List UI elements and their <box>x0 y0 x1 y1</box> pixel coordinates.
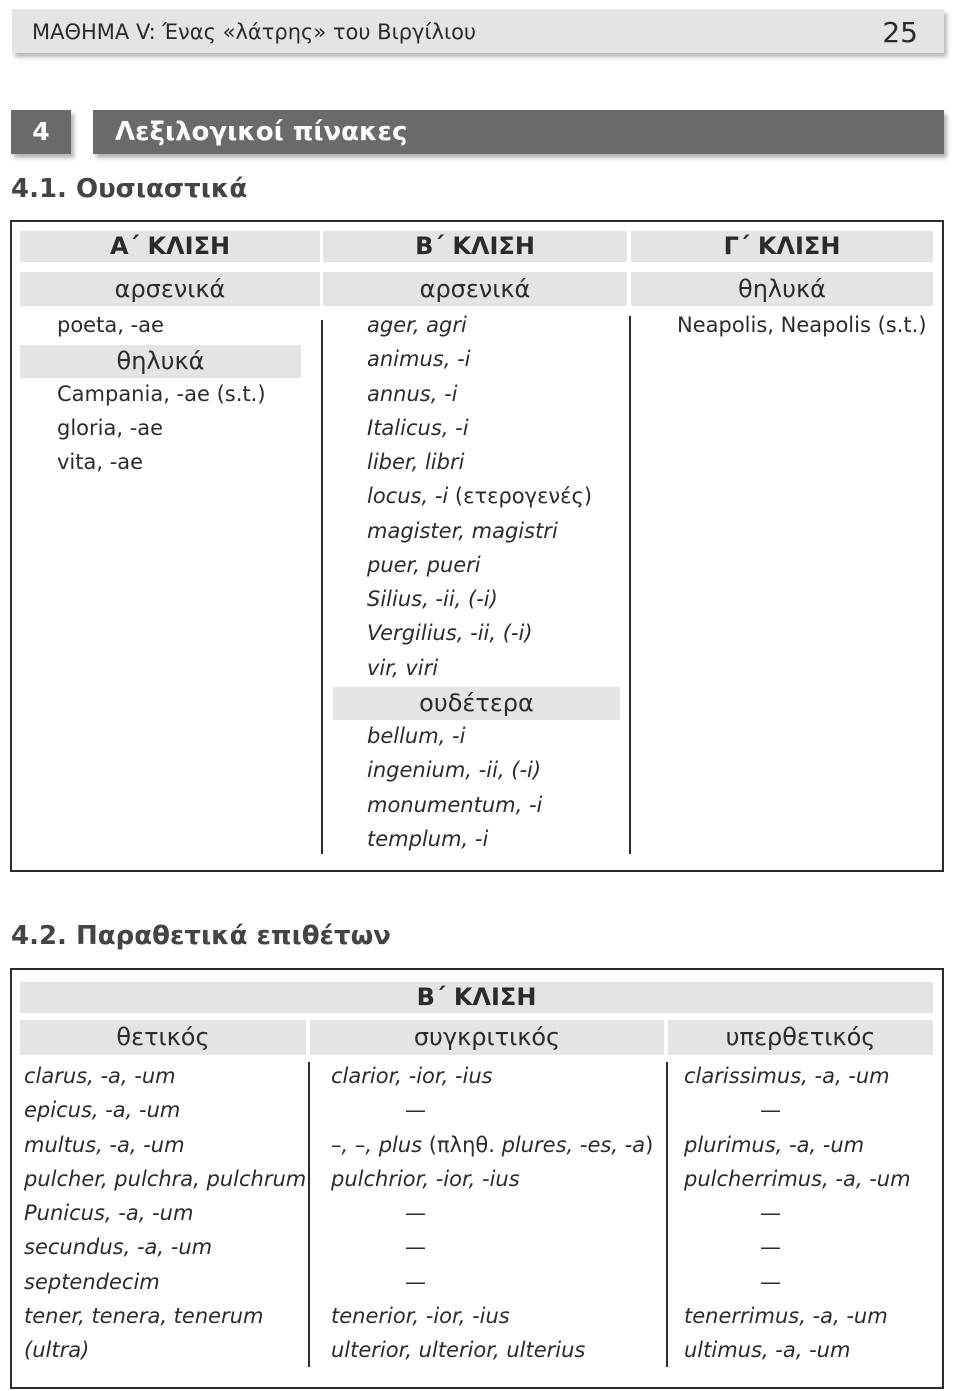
section-number: 4 <box>11 110 71 154</box>
positive-cell: secundus, -a, -um <box>24 1235 213 1259</box>
noun-item: liber, libri <box>367 450 465 474</box>
noun-item: puer, pueri <box>367 553 481 577</box>
chapter-title: ΜΑΘΗΜΑ V: Ένας «λάτρης» του Βιργίλιου <box>32 20 477 44</box>
running-header <box>12 9 944 53</box>
col1-gender-masculine: αρσενικά <box>20 272 320 306</box>
col3-title: Γ΄ ΚΛΙΣΗ <box>631 231 933 262</box>
superlative-cell: — <box>760 1201 781 1225</box>
positive-cell: tener, tenera, tenerum <box>24 1304 264 1328</box>
noun-item: gloria, -ae <box>57 416 164 440</box>
comparative-cell: — <box>405 1235 426 1259</box>
col2-title: Β΄ ΚΛΙΣΗ <box>323 231 627 262</box>
comparative-cell: tenerior, -ior, -ius <box>331 1304 510 1328</box>
comparative-cell: ulterior, ulterior, ulterius <box>331 1338 586 1362</box>
noun-item: poeta, -ae <box>57 313 164 337</box>
positive-cell: clarus, -a, -um <box>24 1064 176 1088</box>
col1-gender-feminine: θηλυκά <box>20 345 301 378</box>
noun-item: Neapolis, Neapolis (s.t.) <box>677 313 927 337</box>
header-comparative: συγκριτικός <box>310 1020 664 1055</box>
noun-item: monumentum, -i <box>367 793 543 817</box>
positive-cell: pulcher, pulchra, pulchrum <box>24 1167 307 1191</box>
superlative-cell: ultimus, -a, -um <box>684 1338 851 1362</box>
superlative-cell: — <box>760 1098 781 1122</box>
noun-item: Silius, -ii, (-i) <box>367 587 498 611</box>
noun-item: ingenium, -ii, (-i) <box>367 758 542 782</box>
adjectives-divider-2 <box>666 1062 668 1367</box>
adjectives-divider-1 <box>308 1062 310 1367</box>
positive-cell: Punicus, -a, -um <box>24 1201 194 1225</box>
col1-title: Α΄ ΚΛΙΣΗ <box>20 231 320 262</box>
positive-cell: (ultra) <box>24 1338 90 1362</box>
comparative-cell: — <box>405 1201 426 1225</box>
noun-item: ager, agri <box>367 313 467 337</box>
superlative-cell: tenerrimus, -a, -um <box>684 1304 888 1328</box>
nouns-divider-1 <box>321 320 323 854</box>
comparative-cell: clarior, -ior, -ius <box>331 1064 493 1088</box>
header-positive: θετικός <box>20 1020 306 1055</box>
noun-item: annus, -i <box>367 382 458 406</box>
col2-gender-masculine: αρσενικά <box>323 272 627 306</box>
adjectives-heading: 4.2. Παραθετικά επιθέτων <box>11 921 391 951</box>
col3-gender-feminine: θηλυκά <box>631 272 933 306</box>
comparative-cell: –, –, plus (πληθ. plures, -es, -a) <box>331 1133 654 1157</box>
comparative-cell: — <box>405 1098 426 1122</box>
comparative-cell: pulchrior, -ior, -ius <box>331 1167 520 1191</box>
adjectives-table-title: Β΄ ΚΛΙΣΗ <box>20 982 933 1013</box>
superlative-cell: — <box>760 1235 781 1259</box>
noun-item: templum, -i <box>367 827 489 851</box>
superlative-cell: plurimus, -a, -um <box>684 1133 865 1157</box>
col2-gender-neuter: ουδέτερα <box>333 687 620 720</box>
noun-item: locus, -i (ετερογενές) <box>367 484 593 508</box>
noun-item: bellum, -i <box>367 724 466 748</box>
nouns-heading: 4.1. Ουσιαστικά <box>11 174 248 204</box>
page-number: 25 <box>882 16 918 49</box>
noun-item: animus, -i <box>367 347 471 371</box>
noun-item: vir, viri <box>367 656 439 680</box>
positive-cell: multus, -a, -um <box>24 1133 185 1157</box>
noun-item: vita, -ae <box>57 450 144 474</box>
superlative-cell: clarissimus, -a, -um <box>684 1064 890 1088</box>
positive-cell: epicus, -a, -um <box>24 1098 181 1122</box>
noun-item: Italicus, -i <box>367 416 469 440</box>
noun-item: Vergilius, -ii, (-i) <box>367 621 533 645</box>
header-superlative: υπερθετικός <box>668 1020 933 1055</box>
noun-item: magister, magistri <box>367 519 558 543</box>
noun-item: Campania, -ae (s.t.) <box>57 382 266 406</box>
nouns-divider-2 <box>629 316 631 854</box>
superlative-cell: pulcherrimus, -a, -um <box>684 1167 911 1191</box>
superlative-cell: — <box>760 1270 781 1294</box>
positive-cell: septendecim <box>24 1270 160 1294</box>
comparative-cell: — <box>405 1270 426 1294</box>
section-title: Λεξιλογικοί πίνακες <box>93 110 944 154</box>
